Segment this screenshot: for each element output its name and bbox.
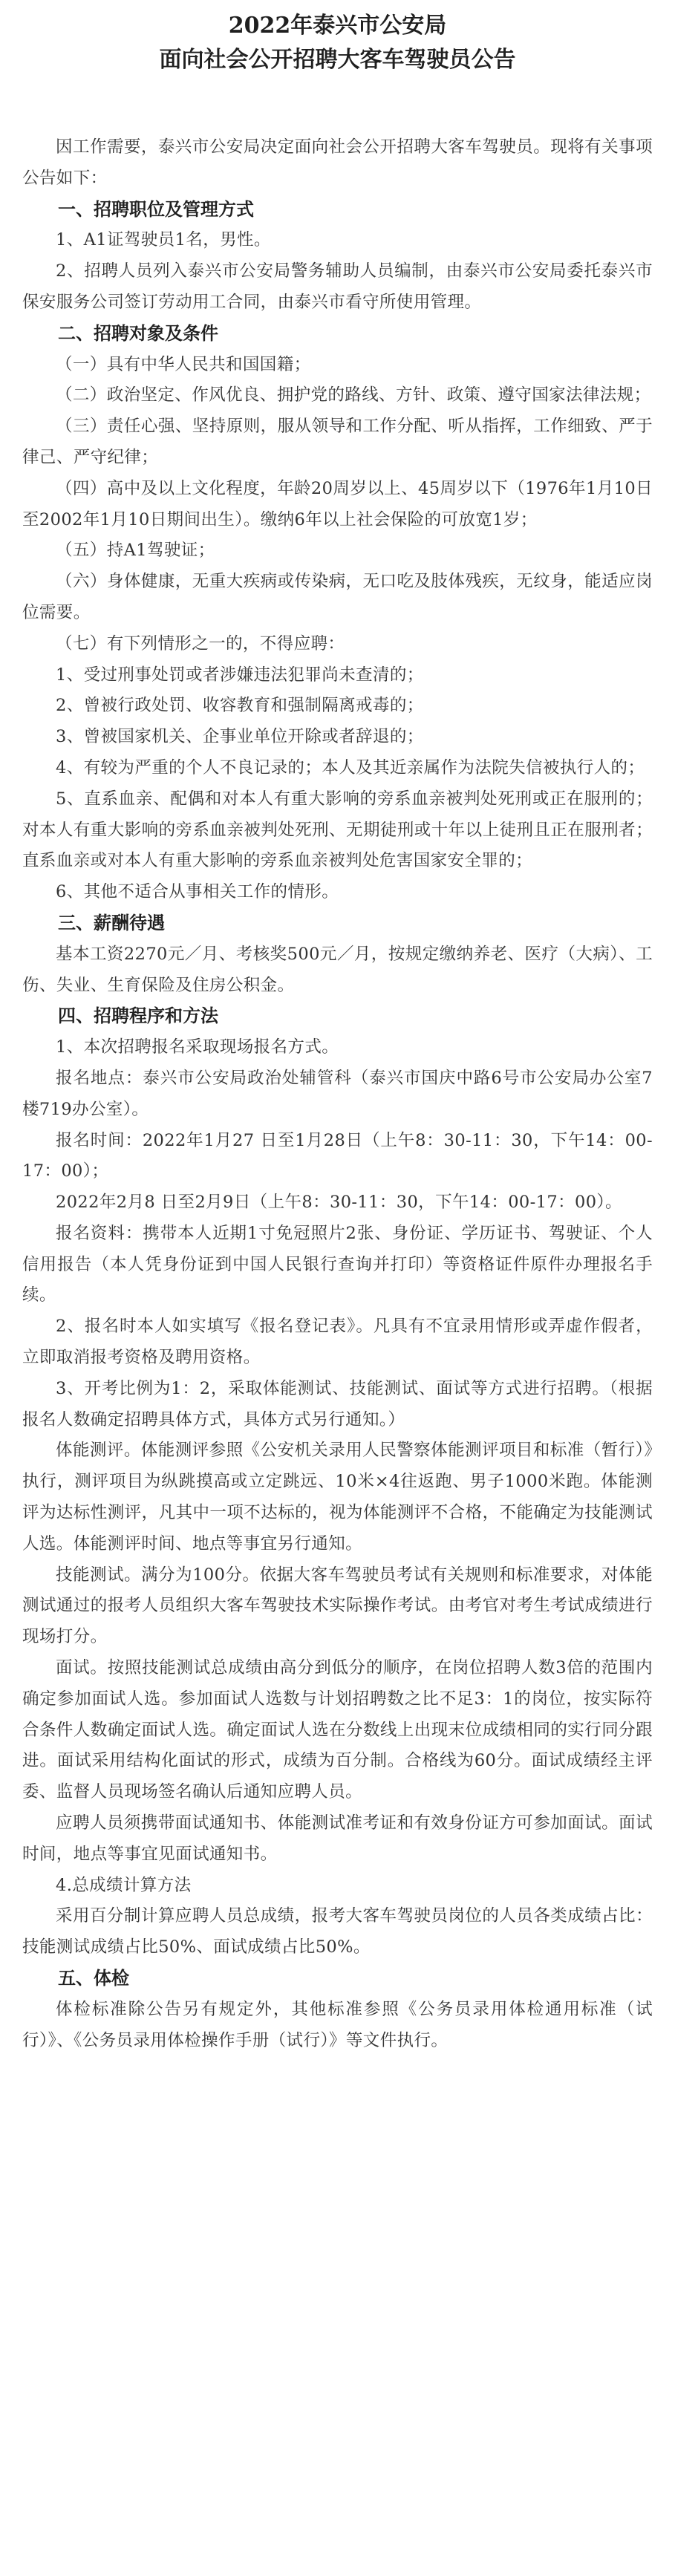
paragraph: 应聘人员须携带面试通知书、体能测试准考证和有效身份证方可参加面试。面试时间，地点等事宜见面试通知书。 [22,1813,653,1864]
paragraph: 2、报名时本人如实填写《报名登记表》。凡具有不宜录用情形或弄虚作假者，立即取消报考资格及聘用资格。 [22,1317,653,1368]
paragraph: 采用百分制计算应聘人员总成绩，报考大客车驾驶员岗位的人员各类成绩占比：技能测试成绩占比50%、面试成绩占比50%。 [22,1906,653,1957]
paragraph: 1、A1证驾驶员1名，男性。 [56,230,271,250]
paragraph: （四）高中及以上文化程度，年龄20周岁以上、45周岁以下（1976年1月10日至2002年1月10日期间出生）。缴纳6年以上社会保险的可放宽1岁； [22,478,653,529]
section-heading: 二、招聘对象及条件 [58,322,218,344]
paragraph: （五）持A1驾驶证； [56,541,215,561]
paragraph: 5、直系血亲、配偶和对本人有重大影响的旁系血亲被判处死刑或正在服刑的；对本人有重大影响的旁系血亲被判处死刑、无期徒刑或十年以上徒刑且正在服刑者；直系血亲或对本人有重大影响的旁系血亲被判处危害国家安全罪的； [22,789,653,871]
paragraph: 3、开考比例为1：2，采取体能测试、技能测试、面试等方式进行招聘。（根据报名人数确定招聘具体方式，具体方式另行通知。） [22,1378,653,1429]
paragraph: 4、有较为严重的个人不良记录的；本人及其近亲属作为法院失信被执行人的； [56,757,645,777]
section-heading: 四、招聘程序和方法 [58,1005,218,1027]
paragraph: 2、招聘人员列入泰兴市公安局警务辅助人员编制，由泰兴市公安局委托泰兴市保安服务公司签订劳动用工合同，由泰兴市看守所使用管理。 [22,261,653,312]
paragraph: （二）政治坚定、作风优良、拥护党的路线、方针、政策、遵守国家法律法规； [56,385,651,405]
paragraph: 因工作需要，泰兴市公安局决定面向社会公开招聘大客车驾驶员。现将有关事项公告如下： [22,137,653,188]
section-heading: 五、体检 [58,1968,129,1989]
paragraph: 技能测试。满分为100分。依据大客车驾驶员考试有关规则和标准要求，对体能测试通过的报考人员组织大客车驾驶技术实际操作考试。由考官对考生考试成绩进行现场打分。 [22,1565,653,1647]
paragraph: （一）具有中华人民共和国国籍； [56,354,311,374]
paragraph: 3、曾被国家机关、企事业单位开除或者辞退的； [56,727,424,747]
section-heading: 三、薪酬待遇 [58,912,165,933]
paragraph: 2、曾被行政处罚、收容教育和强制隔离戒毒的； [56,696,424,716]
paragraph: 体检标准除公告另有规定外，其他标准参照《公务员录用体检通用标准（试行）》、《公务员录用体检操作手册（试行）》等文件执行。 [22,1999,653,2050]
paragraph: （六）身体健康，无重大疾病或传染病，无口吃及肢体残疾，无纹身，能适应岗位需要。 [22,572,653,622]
paragraph: 4.总成绩计算方法 [56,1875,192,1895]
title-line-2: 面向社会公开招聘大客车驾驶员公告 [159,47,516,73]
document-title [22,9,653,77]
section-heading: 一、招聘职位及管理方式 [58,198,254,220]
paragraph: 1、本次招聘报名采取现场报名方式。 [56,1037,339,1057]
document-body [22,132,653,2056]
paragraph: 基本工资2270元／月、考核奖500元／月，按规定缴纳养老、医疗（大病）、工伤、失业、生育保险及住房公积金。 [22,944,653,995]
paragraph: 报名时间：2022年1月27 日至1月28日（上午8：30-11：30，下午14：00-17：00）； [22,1130,653,1181]
paragraph: 面试。按照技能测试总成绩由高分到低分的顺序，在岗位招聘人数3倍的范围内确定参加面试人选。参加面试人选数与计划招聘数之比不足3：1的岗位，按实际符合条件人数确定面试人选。确定面试人选在分数线上出现末位成绩相同的实行同分跟进。面试采用结构化面试的形式，成绩为百分制。合格线为60分。面试成绩经主评委、监督人员现场签名确认后通知应聘人员。 [22,1658,653,1802]
paragraph: 2022年2月8 日至2月9日（上午8：30-11：30，下午14：00-17：00）。 [56,1193,622,1213]
paragraph: 1、受过刑事处罚或者涉嫌违法犯罪尚未查清的； [56,665,424,685]
paragraph: 6、其他不适合从事相关工作的情形。 [56,882,339,902]
paragraph: （三）责任心强、坚持原则，服从领导和工作分配、听从指挥，工作细致、严于律己、严守纪律； [22,417,653,467]
paragraph: （七）有下列情形之一的，不得应聘： [56,633,345,653]
paragraph: 报名资料：携带本人近期1寸免冠照片2张、身份证、学历证书、驾驶证、个人信用报告（本人凭身份证到中国人民银行查询并打印）等资格证件原件办理报名手续。 [22,1223,653,1305]
paragraph: 报名地点：泰兴市公安局政治处辅管科（泰兴市国庆中路6号市公安局办公室7楼719办公室）。 [22,1068,653,1119]
paragraph: 体能测评。体能测评参照《公安机关录用人民警察体能测评项目和标准（暂行）》执行，测评项目为纵跳摸高或立定跳远、10米×4往返跑、男子1000米跑。体能测评为达标性测评，凡其中一项不达标的，视为体能测评不合格，不能确定为技能测试人选。体能测评时间、地点等事宜另行通知。 [22,1441,653,1553]
title-line-1: 2022年泰兴市公安局 [228,13,447,39]
